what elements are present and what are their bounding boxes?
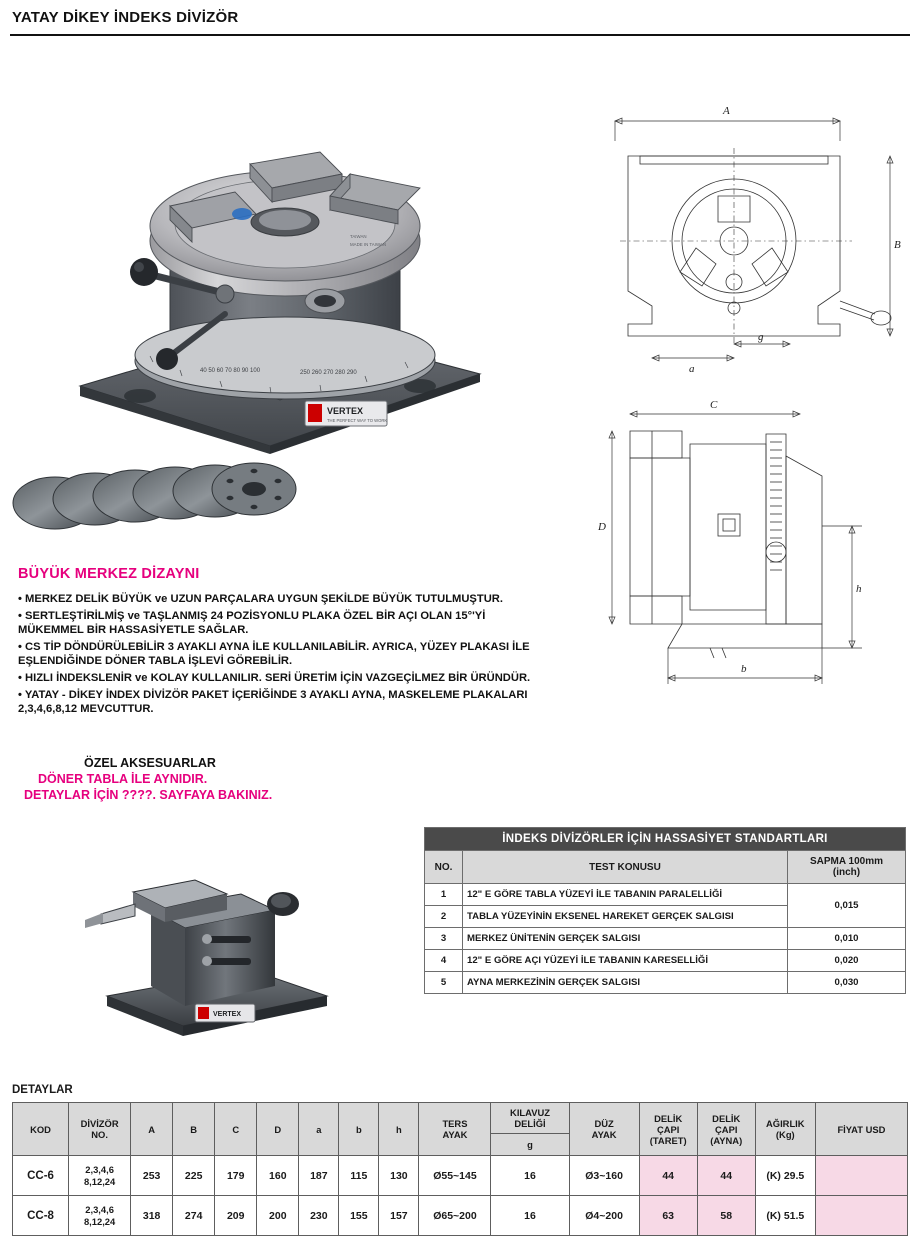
col-b: B xyxy=(173,1103,215,1156)
svg-text:a: a xyxy=(689,363,695,375)
svg-text:THE PERFECT WAY TO WORK: THE PERFECT WAY TO WORK xyxy=(327,418,388,423)
table-row xyxy=(425,950,906,972)
svg-text:MADE IN TAIWAN: MADE IN TAIWAN xyxy=(350,242,387,247)
cell-divizor-no: 2,3,4,6 8,12,24 xyxy=(69,1156,131,1196)
cell-kod: CC-6 xyxy=(13,1156,69,1196)
cell-h: 130 xyxy=(379,1156,419,1196)
cell-d: 160 xyxy=(257,1156,299,1196)
svg-text:h: h xyxy=(856,583,862,595)
accuracy-no: 3 xyxy=(425,928,463,950)
col-divizor-no: DİVİZÖR NO. xyxy=(69,1103,131,1156)
cell-duz-ayak: Ø3~160 xyxy=(569,1156,639,1196)
col-ters-ayak: TERS AYAK xyxy=(419,1103,491,1156)
table-row xyxy=(425,928,906,950)
accuracy-col-no: NO. xyxy=(425,851,463,884)
accessories-line-1: ÖZEL AKSESUARLAR xyxy=(84,756,216,770)
svg-text:A: A xyxy=(723,105,730,117)
cell-delik-capi-ayna: 44 xyxy=(697,1156,755,1196)
svg-text:VERTEX: VERTEX xyxy=(213,1011,242,1018)
cell-ters-ayak: Ø55~145 xyxy=(419,1156,491,1196)
cell-d: 200 xyxy=(257,1196,299,1236)
accuracy-no: 4 xyxy=(425,950,463,972)
feature-item: • SERTLEŞTİRİLMİŞ ve TAŞLANMIŞ 24 POZİSYONLU PLAKA ÖZEL BİR AÇI OLAN 15°'Yİ MÜKEMMEL BİR HASSASİYETLE SAĞLAR. xyxy=(18,609,486,637)
accuracy-no: 1 xyxy=(425,884,463,906)
table-row xyxy=(13,1196,908,1236)
feature-item: • MERKEZ DELİK BÜYÜK ve UZUN PARÇALARA UYGUN ŞEKİLDE BÜYÜK TUTULMUŞTUR. xyxy=(18,593,503,605)
cell-b: 274 xyxy=(173,1196,215,1236)
table-row xyxy=(13,1156,908,1196)
cell-agirlik: (K) 29.5 xyxy=(755,1156,815,1196)
col-delik-capi-taret: DELİK ÇAPI (TARET) xyxy=(639,1103,697,1156)
accuracy-value: 0,010 xyxy=(788,928,906,950)
accuracy-subject: 12" E GÖRE TABLA YÜZEYİ İLE TABANIN PARALELLİĞİ xyxy=(463,884,788,906)
svg-text:VERTEX: VERTEX xyxy=(327,406,364,416)
technical-drawings xyxy=(590,96,910,675)
accuracy-table-title: İNDEKS DİVİZÖRLER İÇİN HASSASİYET STANDARTLARI xyxy=(425,828,906,851)
svg-text:250 260 270 280 290: 250 260 270 280 290 xyxy=(300,370,357,376)
cell-kod: CC-8 xyxy=(13,1196,69,1236)
cell-c: 179 xyxy=(215,1156,257,1196)
svg-text:B: B xyxy=(894,239,901,251)
accuracy-value: 0,030 xyxy=(788,972,906,994)
cell-a: 318 xyxy=(131,1196,173,1236)
svg-text:40 50 60 70 80 90 100: 40 50 60 70 80 90 100 xyxy=(200,368,261,374)
svg-text:C: C xyxy=(710,399,718,411)
cell-delik-capi-taret: 63 xyxy=(639,1196,697,1236)
cell-a: 253 xyxy=(131,1156,173,1196)
cell-delik-capi-taret: 44 xyxy=(639,1156,697,1196)
col-duz-ayak: DÜZ AYAK xyxy=(569,1103,639,1156)
features-block xyxy=(18,566,538,719)
details-label: DETAYLAR xyxy=(12,1084,73,1096)
table-row xyxy=(425,884,906,906)
cell-b: 225 xyxy=(173,1156,215,1196)
cell-b-lower: 155 xyxy=(339,1196,379,1236)
accuracy-col-value: SAPMA 100mm (inch) xyxy=(788,851,906,884)
svg-text:g: g xyxy=(758,331,764,343)
cell-h: 157 xyxy=(379,1196,419,1236)
features-list xyxy=(18,592,538,717)
accessories-line-2: DÖNER TABLA İLE AYNIDIR. xyxy=(38,772,208,786)
feature-item: • YATAY - DİKEY İNDEX DİVİZÖR PAKET İÇERİĞİNDE 3 AYAKLI AYNA, MASKELEME PLAKALARI 2,3,4,6,8,12 MEVCUTTUR. xyxy=(18,688,528,716)
feature-text: MERKEZ DELİK BÜYÜK ve UZUN PARÇALARA UYGUN ŞEKİLDE BÜYÜK TUTULMUŞTUR. xyxy=(25,593,503,605)
cell-fiyat-usd[interactable] xyxy=(815,1196,907,1236)
feature-item: • CS TİP DÖNDÜRÜLEBİLİR 3 AYAKLI AYNA İLE KULLANILABİLİR. AYRICA, YÜZEY PLAKASI İLE EŞLENDİĞİNDE DÖNER TABLA İŞLEVİ GÖREBİLİR. xyxy=(18,640,530,668)
col-a: A xyxy=(131,1103,173,1156)
feature-text: SERTLEŞTİRİLMİŞ ve TAŞLANMIŞ 24 POZİSYONLU PLAKA ÖZEL BİR AÇI OLAN 15°'Yİ MÜKEMMEL BİR HASSASİYETLE SAĞLAR. xyxy=(18,609,486,637)
cell-kilavuz-deligi: 16 xyxy=(491,1156,569,1196)
drawing-front-view xyxy=(615,105,901,375)
col-kilavuz-deligi-g: g xyxy=(491,1134,569,1156)
accuracy-no: 2 xyxy=(425,906,463,928)
accuracy-value: 0,020 xyxy=(788,950,906,972)
table-row xyxy=(425,972,906,994)
feature-text: CS TİP DÖNDÜRÜLEBİLİR 3 AYAKLI AYNA İLE KULLANILABİLİR. AYRICA, YÜZEY PLAKASI İLE EŞLENDİĞİNDE DÖNER TABLA İŞLEVİ GÖREBİLİR. xyxy=(18,640,530,668)
feature-item: • HIZLI İNDEKSLENİR ve KOLAY KULLANILIR. SERİ ÜRETİM İÇİN VAZGEÇİLMEZ BİR ÜRÜNDÜR. xyxy=(18,671,531,684)
cell-a-lower: 187 xyxy=(299,1156,339,1196)
features-heading: BÜYÜK MERKEZ DİZAYNI xyxy=(18,566,200,582)
col-kilavuz-deligi: KILAVUZ DELİĞİ xyxy=(491,1103,569,1134)
cell-a-lower: 230 xyxy=(299,1196,339,1236)
accuracy-subject: AYNA MERKEZİNİN GERÇEK SALGISI xyxy=(463,972,788,994)
cell-divizor-no: 2,3,4,6 8,12,24 xyxy=(69,1196,131,1236)
cell-agirlik: (K) 51.5 xyxy=(755,1196,815,1236)
accessories-line-3: DETAYLAR İÇİN ????. SAYFAYA BAKINIZ. xyxy=(24,788,273,802)
col-a-lower: a xyxy=(299,1103,339,1156)
col-c: C xyxy=(215,1103,257,1156)
feature-text: YATAY - DİKEY İNDEX DİVİZÖR PAKET İÇERİĞİNDE 3 AYAKLI AYNA, MASKELEME PLAKALARI 2,3,4,6,8,12 MEVCUTTUR. xyxy=(18,688,528,716)
cell-fiyat-usd[interactable] xyxy=(815,1156,907,1196)
cell-ters-ayak: Ø65~200 xyxy=(419,1196,491,1236)
accessory-photo xyxy=(55,818,375,1043)
drawing-side-view xyxy=(597,399,862,684)
svg-text:TAIWAN: TAIWAN xyxy=(350,234,367,239)
col-kod: KOD xyxy=(13,1103,69,1156)
cell-delik-capi-ayna: 58 xyxy=(697,1196,755,1236)
accuracy-value: 0,015 xyxy=(788,884,906,928)
cell-duz-ayak: Ø4~200 xyxy=(569,1196,639,1236)
details-table xyxy=(12,1102,908,1236)
col-fiyat-usd: FİYAT USD xyxy=(815,1103,907,1156)
svg-text:b: b xyxy=(741,663,747,675)
accessories-heading xyxy=(18,755,438,803)
accuracy-subject: 12" E GÖRE AÇI YÜZEYİ İLE TABANIN KARESELLİĞİ xyxy=(463,950,788,972)
col-d: D xyxy=(257,1103,299,1156)
feature-text: HIZLI İNDEKSLENİR ve KOLAY KULLANILIR. SERİ ÜRETİM İÇİN VAZGEÇİLMEZ BİR ÜRÜNDÜR. xyxy=(25,671,531,684)
page-title: YATAY DİKEY İNDEKS DİVİZÖR xyxy=(12,9,239,26)
accuracy-no: 5 xyxy=(425,972,463,994)
cell-c: 209 xyxy=(215,1196,257,1236)
index-plates-photo xyxy=(10,441,310,551)
accuracy-standards-table xyxy=(424,827,906,994)
accuracy-col-subject: TEST KONUSU xyxy=(463,851,788,884)
accuracy-subject: MERKEZ ÜNİTENİN GERÇEK SALGISI xyxy=(463,928,788,950)
col-b-lower: b xyxy=(339,1103,379,1156)
product-photo-main xyxy=(20,56,540,456)
col-agirlik: AĞIRLIK (Kg) xyxy=(755,1103,815,1156)
svg-text:D: D xyxy=(598,521,606,533)
col-h: h xyxy=(379,1103,419,1156)
cell-kilavuz-deligi: 16 xyxy=(491,1196,569,1236)
cell-b-lower: 115 xyxy=(339,1156,379,1196)
accuracy-subject: TABLA YÜZEYİNİN EKSENEL HAREKET GERÇEK SALGISI xyxy=(463,906,788,928)
col-delik-capi-ayna: DELİK ÇAPI (AYNA) xyxy=(697,1103,755,1156)
